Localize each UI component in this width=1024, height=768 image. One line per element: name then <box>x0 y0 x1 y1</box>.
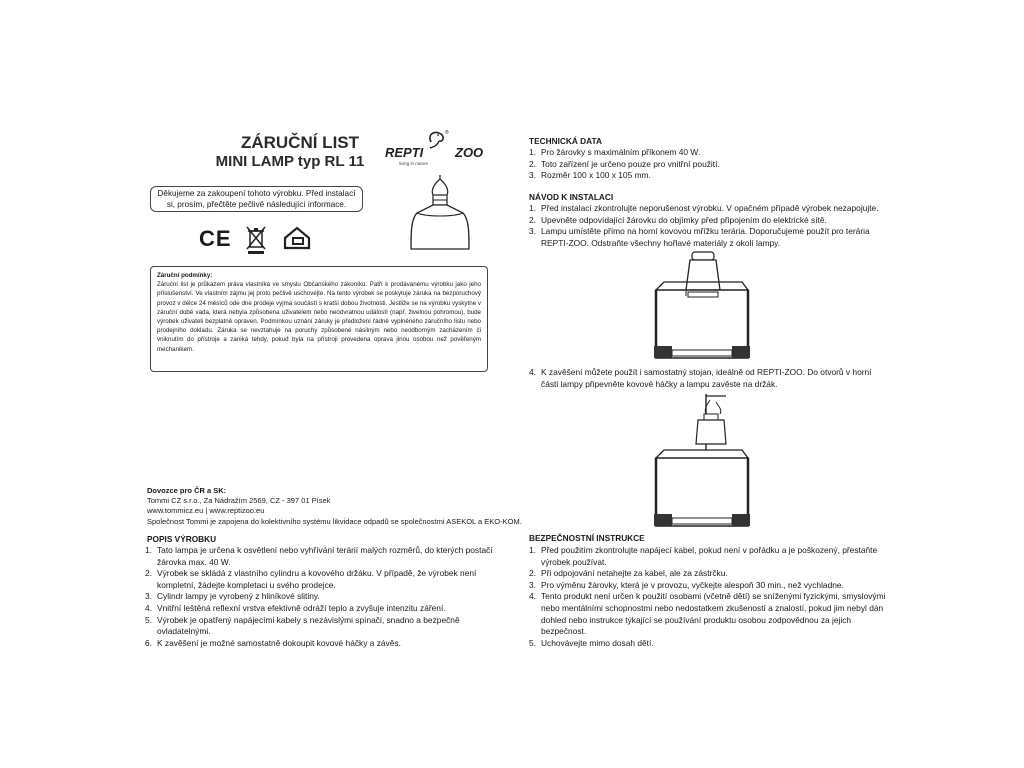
importer-block <box>147 486 527 527</box>
warranty-body: Záruční list je průkazem práva vlastníka ve smyslu Občanského zákoníku. Patří k prodávanému výrobku jako jeho příslušenství. Ve vlastním zájmu jej proto pečlivě uschovejte. Na tento výrobek se poskytuje záruka na bezporuchový provoz v délce 24 měsíců ode dne prodeje vyjma součástí s kratší dobou životnosti. Jestliže se na výrobku vyskytne v záruční době vada, která nebyla způsobena uživatelem nebo neodvratnou událostí (např. živelnou pohromou), bude výrobek uživateli bezplatně opraven. Podmínkou uznání záruky je předložení řádně vyplněného záručního listu nebo prodejního dokladu. Záruka se nevztahuje na poruchy způsobené násilným nebo neodborným zacházením či vniknutím do přístroje a zaniká tehdy, pokud byla na přístroji provedena oprava jinou osobou než pověřeným mechanikem. <box>157 281 481 353</box>
reptizoo-logo <box>383 128 493 168</box>
list-item: 2. Výrobek se skládá z vlastního cylindru a kovového držáku. V případě, že výrobek není kompletní, žádejte kompletaci u svého prodejce. <box>145 568 477 590</box>
logo-tagline: living in nature <box>399 161 429 166</box>
install-list-step4 <box>529 367 889 390</box>
ce-mark-text: CE <box>199 226 232 251</box>
importer-web: www.tommicz.eu | www.reptizoo.eu <box>147 506 265 516</box>
importer-address: Tommi CZ s.r.o., Za Nádražím 2569, CZ - 397 01 Písek <box>147 496 331 506</box>
lamp-illustration <box>405 173 475 253</box>
importer-heading: Dovozce pro ČR a SK: <box>147 486 227 495</box>
warranty-heading: Záruční podmínky: <box>157 272 213 279</box>
safety-heading: BEZPEČNOSTNÍ INSTRUKCE <box>529 533 645 543</box>
list-item: 1. Tato lampa je určena k osvětlení nebo vyhřívání terárií malých rozměrů, do kterých postačí žárovka max. 40 W. <box>145 545 493 567</box>
thanks-note: Děkujeme za zakoupení tohoto výrobku. Před instalací si, prosím, přečtěte pečlivě následující informace. <box>150 186 363 212</box>
logo-text-repti: REPTI <box>385 145 424 160</box>
ce-mark <box>199 226 232 252</box>
install-list <box>529 203 889 249</box>
list-item: 6. K zavěšení je možné samostatně dokoupit kovové háčky a závěs. <box>145 637 401 648</box>
safety-list <box>529 545 889 649</box>
weee-bin-icon <box>245 225 267 255</box>
terrarium-lamp-illustration <box>648 250 758 362</box>
list-item: 4. Vnitřní leštěná reflexní vrstva efektivně odráží teplo a zvyšuje intenzitu záření. <box>145 602 446 613</box>
tech-heading: TECHNICKÁ DATA <box>529 136 602 146</box>
list-item: 3. Cylindr lampy je vyrobený z hliníkové slitiny. <box>145 591 320 602</box>
list-item: 1. Před použitím zkontrolujte napájecí kabel, pokud není v pořádku a je poškozený, přestaňte výrobek používat. <box>529 545 878 567</box>
popis-list <box>145 545 505 649</box>
logo-registered: ® <box>445 130 449 136</box>
list-item: 2. Upevněte odpovídající žárovku do objímky před připojením do elektrické sítě. <box>529 214 827 225</box>
list-item: 1. Před instalací zkontrolujte neporušenost výrobku. V opačném případě výrobek nezapojujte. <box>529 203 879 213</box>
install-heading: NÁVOD K INSTALACI <box>529 192 614 202</box>
document-subtitle: MINI LAMP typ RL 11 <box>215 153 365 170</box>
importer-note: Společnost Tommi je zapojena do kolektivního systému likvidace odpadů se společnostmi ASEKOL a EKO-KOM. <box>147 516 522 526</box>
list-item: 2. Při odpojování netahejte za kabel, ale za zástrčku. <box>529 568 728 579</box>
indoor-use-icon <box>283 226 311 250</box>
list-item: 3. Pro výměnu žárovky, která je v provozu, vyčkejte alespoň 30 min., než vychladne. <box>529 579 844 590</box>
warranty-box <box>150 266 488 372</box>
list-item: 3. Rozměr 100 x 100 x 105 mm. <box>529 170 651 181</box>
tech-list <box>529 147 889 182</box>
popis-heading: POPIS VÝROBKU <box>147 534 217 544</box>
list-item: 3. Lampu umístěte přímo na horní kovovou mřížku terária. Doporučujeme použít pro terária REPTI-ZOO. Odstraňte všechny hořlavé materiály z okolí lampy. <box>529 226 870 248</box>
list-item: 4. K zavěšení můžete použít i samostatný stojan, ideálně od REPTI-ZOO. Do otvorů v horní části lampy připevněte kovové háčky a lampu zavěste na držák. <box>529 367 872 389</box>
document-title: ZÁRUČNÍ LIST <box>240 133 360 152</box>
list-item: 4. Tento produkt není určen k použití osobami (včetně dětí) se sníženými fyzickými, smyslovými nebo mentálními schopnostmi nebo nedostatkem zkušeností a znalostí, pokud jim nebyl dán dohled nebo instrukce týkající se používání produktu osobou zodpovědnou za jejich bezpečnost. <box>529 591 886 637</box>
list-item: 2. Toto zařízení je určeno pouze pro vnitřní použití. <box>529 158 720 169</box>
terrarium-hanging-lamp-illustration <box>648 392 758 530</box>
list-item: 1. Pro žárovky s maximálním příkonem 40 W. <box>529 147 701 157</box>
list-item: 5. Uchovávejte mimo dosah dětí. <box>529 637 654 648</box>
logo-text-zoo: ZOO <box>455 145 484 160</box>
list-item: 5. Výrobek je opatřený napájecími kabely s nezávislými spínači, snadno a bezpečně ovladatelnými. <box>145 614 460 637</box>
